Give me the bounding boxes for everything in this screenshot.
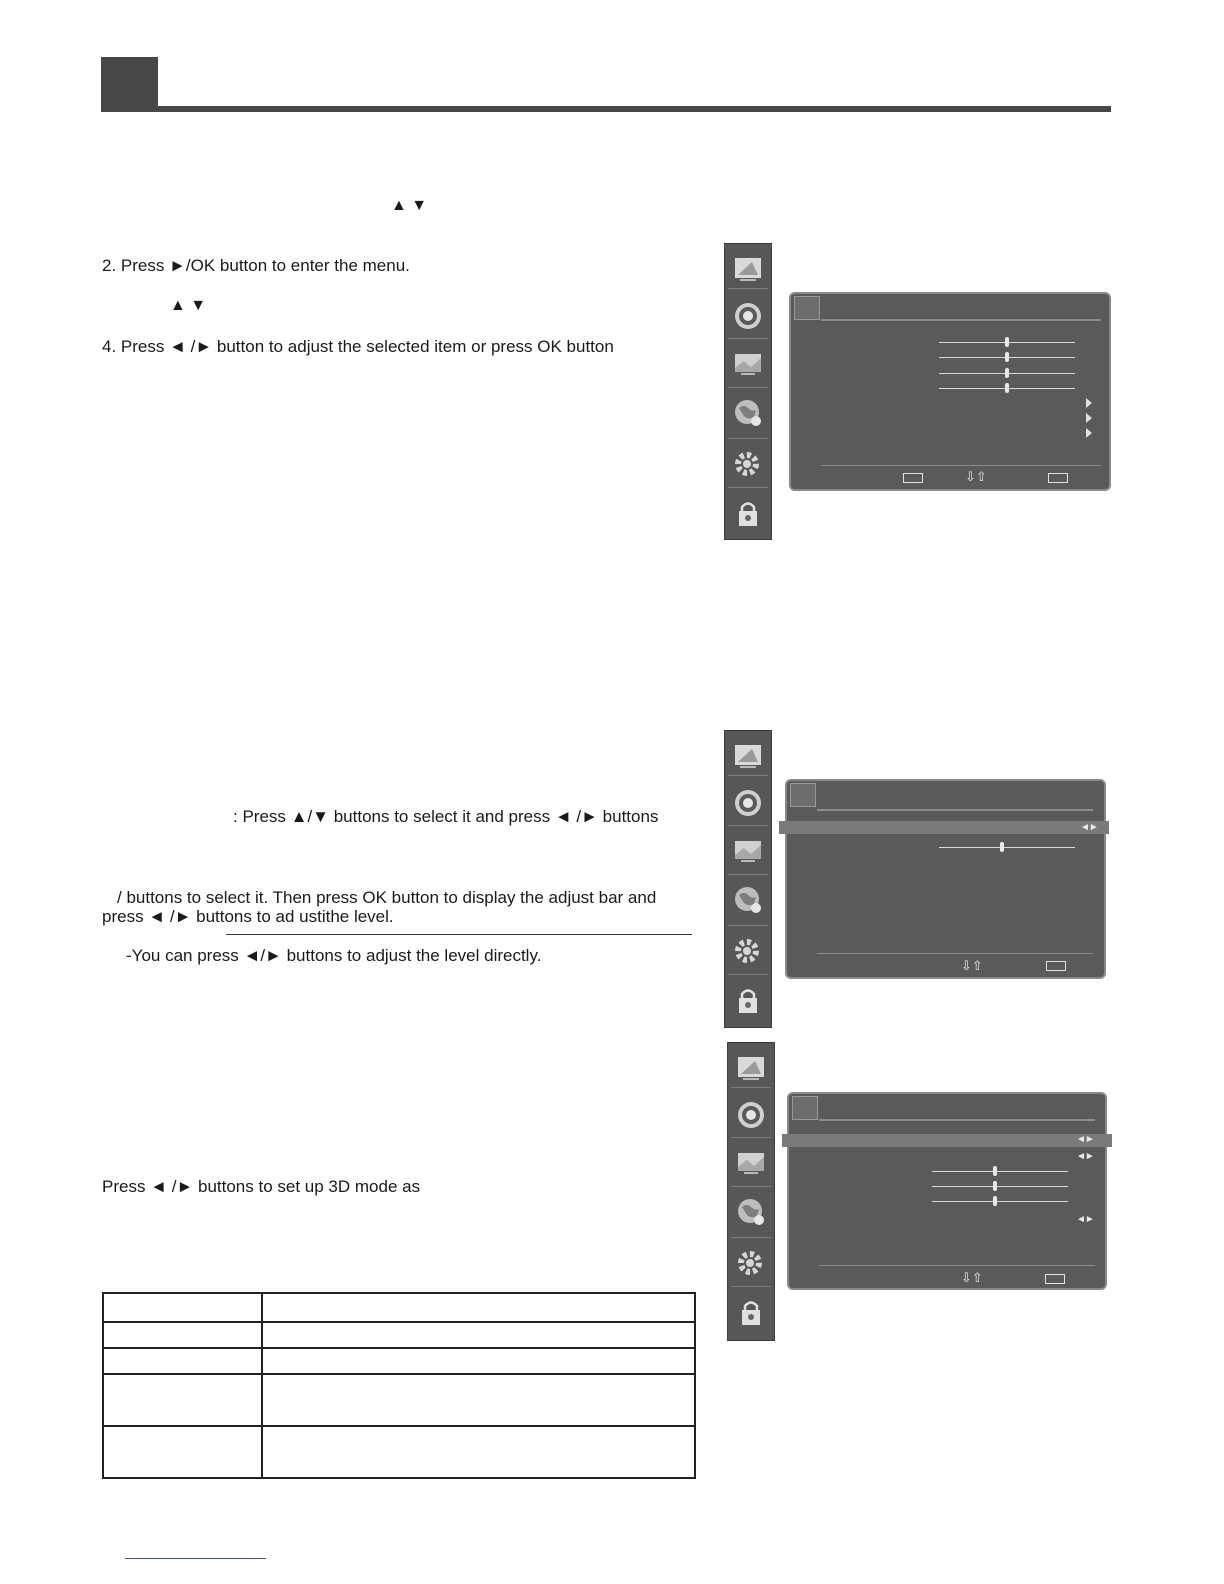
up-down-icon: ⇩⇧ xyxy=(961,958,983,973)
slider-2[interactable] xyxy=(939,357,1075,358)
picture-icon[interactable] xyxy=(732,253,764,285)
left-right-icon[interactable]: ◄► xyxy=(1080,822,1098,833)
left-right-icon[interactable]: ◄► xyxy=(1076,1151,1094,1162)
submenu-arrow-icon[interactable] xyxy=(1086,428,1092,438)
left-right-icon[interactable]: ◄► xyxy=(1076,1134,1094,1145)
select-instruction: : Press ▲/▼ buttons to select it and press ◄ /► buttons xyxy=(233,807,659,826)
sound-icon[interactable] xyxy=(732,300,764,332)
menu-sidebar xyxy=(724,243,772,540)
table-cell xyxy=(103,1426,262,1478)
footer-rule xyxy=(821,465,1101,466)
section-number-block xyxy=(101,57,158,111)
lock-icon[interactable] xyxy=(732,498,764,530)
selected-row[interactable] xyxy=(782,1134,1112,1147)
slider-3[interactable] xyxy=(939,373,1075,374)
slider-1[interactable] xyxy=(939,847,1075,848)
threed-instruction: Press ◄ /► buttons to set up 3D mode as xyxy=(102,1177,421,1196)
sound-icon[interactable] xyxy=(735,1099,767,1131)
footer-link-underline[interactable] xyxy=(125,1558,266,1559)
gear-icon[interactable] xyxy=(732,935,764,967)
arrow-keys-label: ▲ ▼ xyxy=(391,197,428,214)
menu-sidebar xyxy=(724,730,772,1028)
header-rule xyxy=(101,106,1111,112)
up-down-icon: ⇩⇧ xyxy=(961,1270,983,1285)
step-2-text: 2. Press ►/OK button to enter the menu. xyxy=(102,256,410,275)
picture-tab-icon xyxy=(794,296,820,320)
slider-1[interactable] xyxy=(932,1171,1068,1172)
picture-mode-menu-panel xyxy=(785,779,1106,979)
picture-menu-panel xyxy=(789,292,1111,491)
lock-icon[interactable] xyxy=(735,1297,767,1329)
arrow-keys-label-2: ▲ ▼ xyxy=(170,297,207,314)
sound-icon[interactable] xyxy=(732,787,764,819)
globe-icon[interactable] xyxy=(732,884,764,916)
gear-icon[interactable] xyxy=(735,1247,767,1279)
picture-icon[interactable] xyxy=(732,740,764,772)
title-rule xyxy=(817,809,1093,811)
tip-text: -You can press ◄/► buttons to adjust the level directly. xyxy=(126,946,542,965)
table-cell xyxy=(103,1293,262,1322)
title-rule xyxy=(819,1119,1095,1121)
table-cell xyxy=(103,1374,262,1426)
key-icon xyxy=(1045,1274,1065,1284)
menu-sidebar xyxy=(727,1042,775,1341)
footer-rule xyxy=(817,953,1093,954)
up-down-icon: ⇩⇧ xyxy=(965,469,987,484)
globe-icon[interactable] xyxy=(732,397,764,429)
table-cell xyxy=(262,1426,695,1478)
table-cell xyxy=(262,1374,695,1426)
step-4-text: 4. Press ◄ /► button to adjust the selected item or press OK button xyxy=(102,337,614,356)
key-icon xyxy=(1048,473,1068,483)
lock-icon[interactable] xyxy=(732,985,764,1017)
footer-rule xyxy=(819,1265,1095,1266)
slider-4[interactable] xyxy=(939,388,1075,389)
key-icon xyxy=(903,473,923,483)
channel-icon[interactable] xyxy=(732,348,764,380)
submenu-arrow-icon[interactable] xyxy=(1086,413,1092,423)
gear-icon[interactable] xyxy=(732,448,764,480)
table-cell xyxy=(103,1348,262,1374)
slider-3[interactable] xyxy=(932,1201,1068,1202)
threed-mode-table xyxy=(102,1292,696,1479)
table-cell xyxy=(103,1322,262,1348)
picture-tab-icon xyxy=(790,783,816,807)
title-rule xyxy=(821,319,1101,321)
threed-menu-panel xyxy=(787,1092,1107,1290)
channel-icon[interactable] xyxy=(732,835,764,867)
key-icon xyxy=(1046,961,1066,971)
table-cell xyxy=(262,1293,695,1322)
left-right-icon[interactable]: ◄► xyxy=(1076,1214,1094,1225)
table-cell xyxy=(262,1348,695,1374)
submenu-arrow-icon[interactable] xyxy=(1086,398,1092,408)
slider-2[interactable] xyxy=(932,1186,1068,1187)
select-instruction-line-b: press ◄ /► buttons to ad ustithe level. xyxy=(102,907,394,926)
table-cell xyxy=(262,1322,695,1348)
select-instruction-line-a: / buttons to select it. Then press OK button to display the adjust bar and xyxy=(117,888,657,907)
picture-tab-icon xyxy=(792,1096,818,1120)
selected-row[interactable] xyxy=(779,821,1109,834)
globe-icon[interactable] xyxy=(735,1196,767,1228)
channel-icon[interactable] xyxy=(735,1147,767,1179)
picture-icon[interactable] xyxy=(735,1052,767,1084)
divider xyxy=(226,934,692,935)
slider-1[interactable] xyxy=(939,342,1075,343)
